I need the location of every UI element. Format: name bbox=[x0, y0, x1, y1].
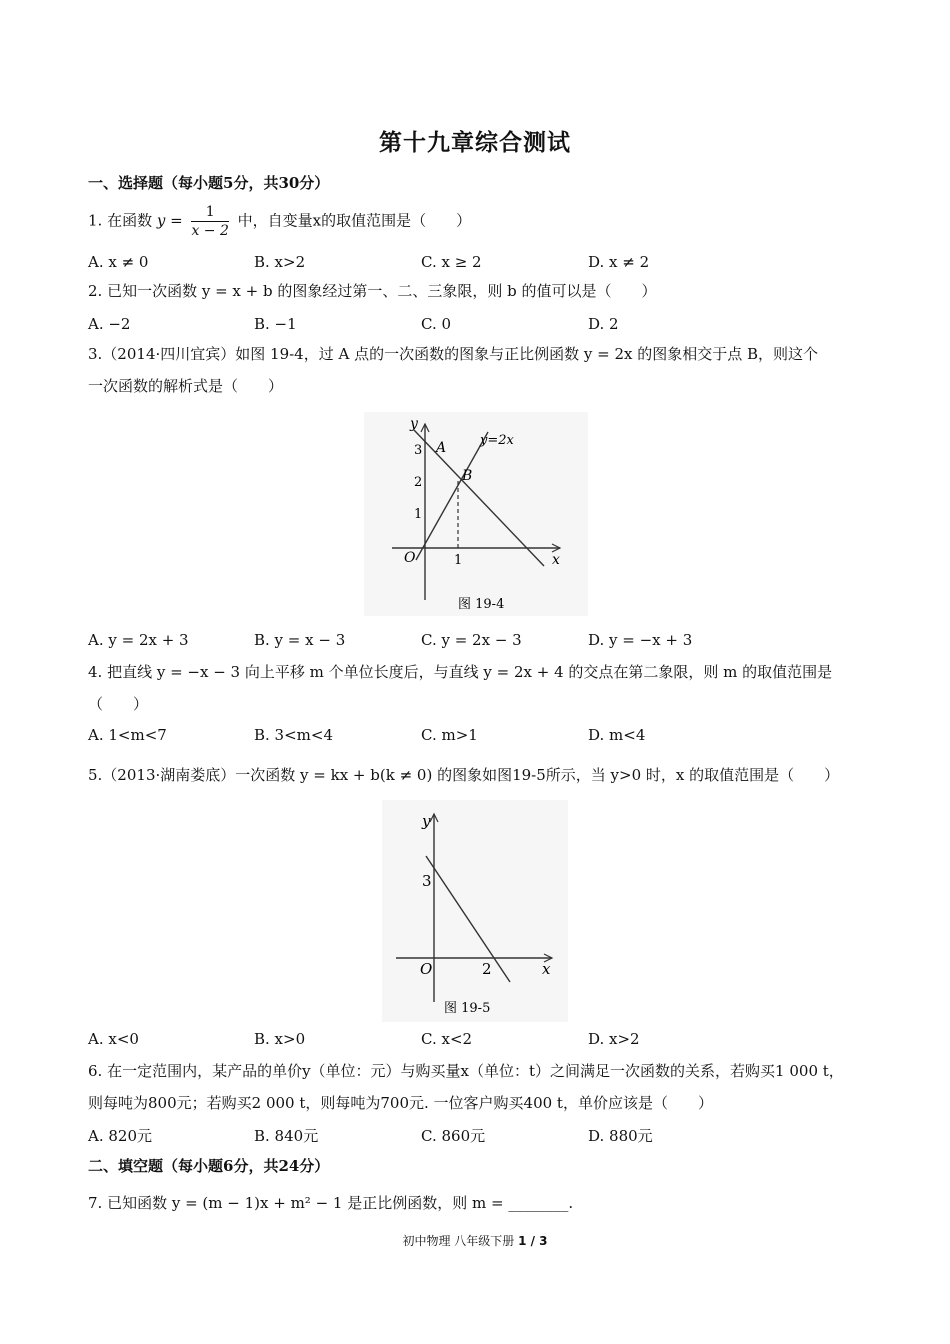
figure-19-5 bbox=[382, 800, 568, 1022]
section-heading-choice: 一、选择题（每小题5分，共30分） bbox=[88, 174, 330, 192]
option-d[interactable]: D. x ≠ 2 bbox=[588, 253, 650, 271]
figure-background bbox=[364, 412, 588, 616]
option-a[interactable]: A. x<0 bbox=[88, 1030, 139, 1048]
question-4-line-2: （ ） bbox=[88, 695, 149, 713]
figure-background bbox=[382, 800, 568, 1022]
option-b[interactable]: B. y = x − 3 bbox=[254, 631, 346, 649]
question-6-line-1: 6. 在一定范围内，某产品的单价y（单位：元）与购买量x（单位：t）之间满足一次函数的关系，若购买1 000 t， bbox=[88, 1062, 844, 1080]
page-footer bbox=[0, 1232, 950, 1249]
point-a-label: A bbox=[436, 440, 447, 456]
option-b[interactable]: B. 3<m<4 bbox=[254, 726, 334, 744]
tick-y-2: 2 bbox=[414, 475, 423, 490]
option-c[interactable]: C. 0 bbox=[421, 315, 452, 333]
option-c[interactable]: C. y = 2x − 3 bbox=[421, 631, 522, 649]
option-b[interactable]: B. 840元 bbox=[254, 1127, 319, 1145]
question-3-line-2: 一次函数的解析式是（ ） bbox=[88, 377, 284, 395]
option-d[interactable]: D. m<4 bbox=[588, 726, 646, 744]
q1-eq: = bbox=[165, 211, 188, 230]
question-2: 2. 已知一次函数 y = x + b 的图象经过第一、二、三象限，则 b 的值可以是（ ） bbox=[88, 282, 657, 300]
q1-denominator: x − 2 bbox=[191, 223, 229, 239]
option-c[interactable]: C. x ≥ 2 bbox=[421, 253, 482, 271]
y-axis-label: y bbox=[422, 812, 431, 830]
tick-y-1: 1 bbox=[414, 507, 423, 522]
q1-prefix: 1. 在函数 bbox=[88, 211, 157, 230]
point-b-label: B bbox=[462, 468, 473, 484]
question-6-line-2: 则每吨为800元；若购买2 000 t，则每吨为700元. 一位客户购买400 t，单价应该是（ ） bbox=[88, 1094, 713, 1112]
option-b[interactable]: B. −1 bbox=[254, 315, 297, 333]
question-1 bbox=[88, 203, 471, 240]
option-a[interactable]: A. 820元 bbox=[88, 1127, 152, 1145]
option-c[interactable]: C. x<2 bbox=[421, 1030, 473, 1048]
page-title: 第十九章综合测试 bbox=[379, 129, 571, 156]
figure-caption: 图 19-4 bbox=[458, 597, 505, 612]
option-d[interactable]: D. x>2 bbox=[588, 1030, 640, 1048]
option-c[interactable]: C. m>1 bbox=[421, 726, 478, 744]
tick-y-3: 3 bbox=[422, 872, 432, 890]
option-b[interactable]: B. x>0 bbox=[254, 1030, 306, 1048]
y-axis-label: y bbox=[410, 416, 418, 432]
option-a[interactable]: A. −2 bbox=[88, 315, 131, 333]
q1-numerator: 1 bbox=[191, 203, 228, 222]
line-label-y-2x: y=2x bbox=[480, 433, 514, 448]
page-number: 1 / 3 bbox=[518, 1234, 548, 1248]
option-c[interactable]: C. 860元 bbox=[421, 1127, 486, 1145]
question-4-line-1: 4. 把直线 y = −x − 3 向上平移 m 个单位长度后，与直线 y = 2x + 4 的交点在第二象限，则 m 的取值范围是 bbox=[88, 663, 833, 681]
x-axis-label: x bbox=[552, 552, 560, 568]
question-7: 7. 已知函数 y = (m − 1)x + m² − 1 是正比例函数，则 m = ________. bbox=[88, 1194, 574, 1212]
option-d[interactable]: D. 880元 bbox=[588, 1127, 653, 1145]
x-axis-label: x bbox=[542, 960, 551, 978]
footer-text: 初中物理 八年级下册 bbox=[402, 1234, 519, 1248]
tick-y-3: 3 bbox=[414, 443, 423, 458]
tick-x-1: 1 bbox=[454, 553, 463, 568]
option-a[interactable]: A. x ≠ 0 bbox=[88, 253, 149, 271]
question-5: 5.（2013·湖南娄底）一次函数 y = kx + b(k ≠ 0) 的图象如图19-5所示，当 y>0 时，x 的取值范围是（ ） bbox=[88, 766, 840, 784]
option-b[interactable]: B. x>2 bbox=[254, 253, 306, 271]
option-d[interactable]: D. y = −x + 3 bbox=[588, 631, 693, 649]
question-3-line-1: 3.（2014·四川宜宾）如图 19-4，过 A 点的一次函数的图象与正比例函数 y = 2x 的图象相交于点 B，则这个 bbox=[88, 345, 819, 363]
origin-label: O bbox=[404, 550, 416, 566]
origin-label: O bbox=[420, 960, 433, 978]
tick-x-2: 2 bbox=[482, 960, 492, 978]
q1-var: y bbox=[156, 211, 166, 230]
option-d[interactable]: D. 2 bbox=[588, 315, 619, 333]
option-a[interactable]: A. y = 2x + 3 bbox=[88, 631, 189, 649]
q1-suffix: 中，自变量x的取值范围是（ ） bbox=[232, 211, 472, 230]
section-heading-fill-in: 二、填空题（每小题6分，共24分） bbox=[88, 1157, 330, 1175]
figure-caption: 图 19-5 bbox=[444, 1001, 491, 1016]
q1-fraction bbox=[191, 203, 228, 240]
figure-19-4 bbox=[364, 412, 588, 616]
option-a[interactable]: A. 1<m<7 bbox=[88, 726, 167, 744]
